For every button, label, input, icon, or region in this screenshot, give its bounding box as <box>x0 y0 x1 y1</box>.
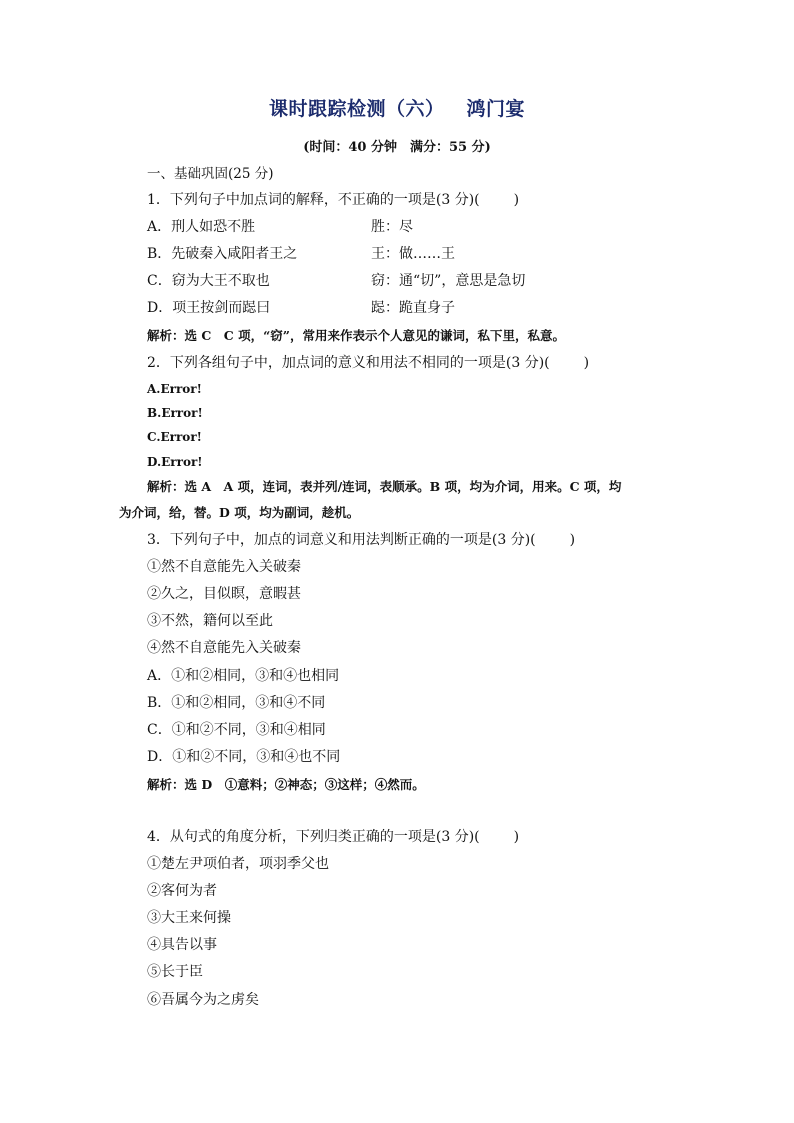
q2-option-a: A.Error! <box>147 382 202 396</box>
page-title <box>0 94 794 121</box>
q2-analysis-line2: 为介词，给，替。D 项，均为副词，趁机。 <box>119 505 360 520</box>
title-main: 课时跟踪检测（六） <box>268 98 445 120</box>
q4-item-3: ③大王来何操 <box>147 910 231 926</box>
question-2-stem: 2．下列各组句子中，加点词的意义和用法不相同的一项是(3 分)( ) <box>147 355 590 371</box>
q4-item-4: ④具告以事 <box>147 937 217 953</box>
exam-meta: (时间：40 分钟 满分：55 分) <box>303 140 491 155</box>
q3-item-2: ②久之，目似瞑，意暇甚 <box>147 586 301 602</box>
q2-option-c: C.Error! <box>147 430 202 444</box>
q4-item-5: ⑤长于臣 <box>147 964 203 980</box>
q2-analysis-line1: 解析：选 A A 项，连词，表并列/连词，表顺承。B 项，均为介词，用来。C 项，均 <box>147 479 622 494</box>
q2-option-d: D.Error! <box>147 455 203 469</box>
title-sub: 鸿门宴 <box>466 98 526 120</box>
q4-item-1: ①楚左尹项伯者，项羽季父也 <box>147 856 329 872</box>
q3-item-1: ①然不自意能先入关破秦 <box>147 559 301 575</box>
q1-option-b: B．先破秦入咸阳者王之 王：做……王 <box>147 246 455 262</box>
section-heading: 一、基础巩固(25 分) <box>147 166 274 182</box>
q4-item-2: ②客何为者 <box>147 883 217 899</box>
question-1-stem: 1．下列句子中加点词的解释，不正确的一项是(3 分)( ) <box>147 192 520 208</box>
question-4-stem: 4．从句式的角度分析，下列归类正确的一项是(3 分)( ) <box>147 829 520 845</box>
q3-option-c: C．①和②不同，③和④相同 <box>147 722 326 738</box>
q1-option-c: C．窃为大王不取也 窃：通“切”，意思是急切 <box>147 273 526 289</box>
q3-item-3: ③不然，籍何以至此 <box>147 613 273 629</box>
question-3-stem: 3．下列句子中，加点的词意义和用法判断正确的一项是(3 分)( ) <box>147 532 576 548</box>
q1-option-d: D．项王按剑而跽曰 跽：跪直身子 <box>147 300 455 316</box>
q3-option-b: B．①和②相同，③和④不同 <box>147 695 326 711</box>
q1-analysis: 解析：选 C C 项，“窃”，常用来作表示个人意见的谦词，私下里，私意。 <box>147 328 565 343</box>
q3-analysis: 解析：选 D ①意料；②神态；③这样；④然而。 <box>147 777 425 792</box>
q3-option-d: D．①和②不同，③和④也不同 <box>147 749 341 765</box>
q1-option-a: A．刑人如恐不胜 胜：尽 <box>147 219 413 235</box>
q2-option-b: B.Error! <box>147 406 203 420</box>
q3-item-4: ④然不自意能先入关破秦 <box>147 640 301 656</box>
q3-option-a: A．①和②相同，③和④也相同 <box>147 668 340 684</box>
q4-item-6: ⑥吾属今为之虏矣 <box>147 992 259 1008</box>
